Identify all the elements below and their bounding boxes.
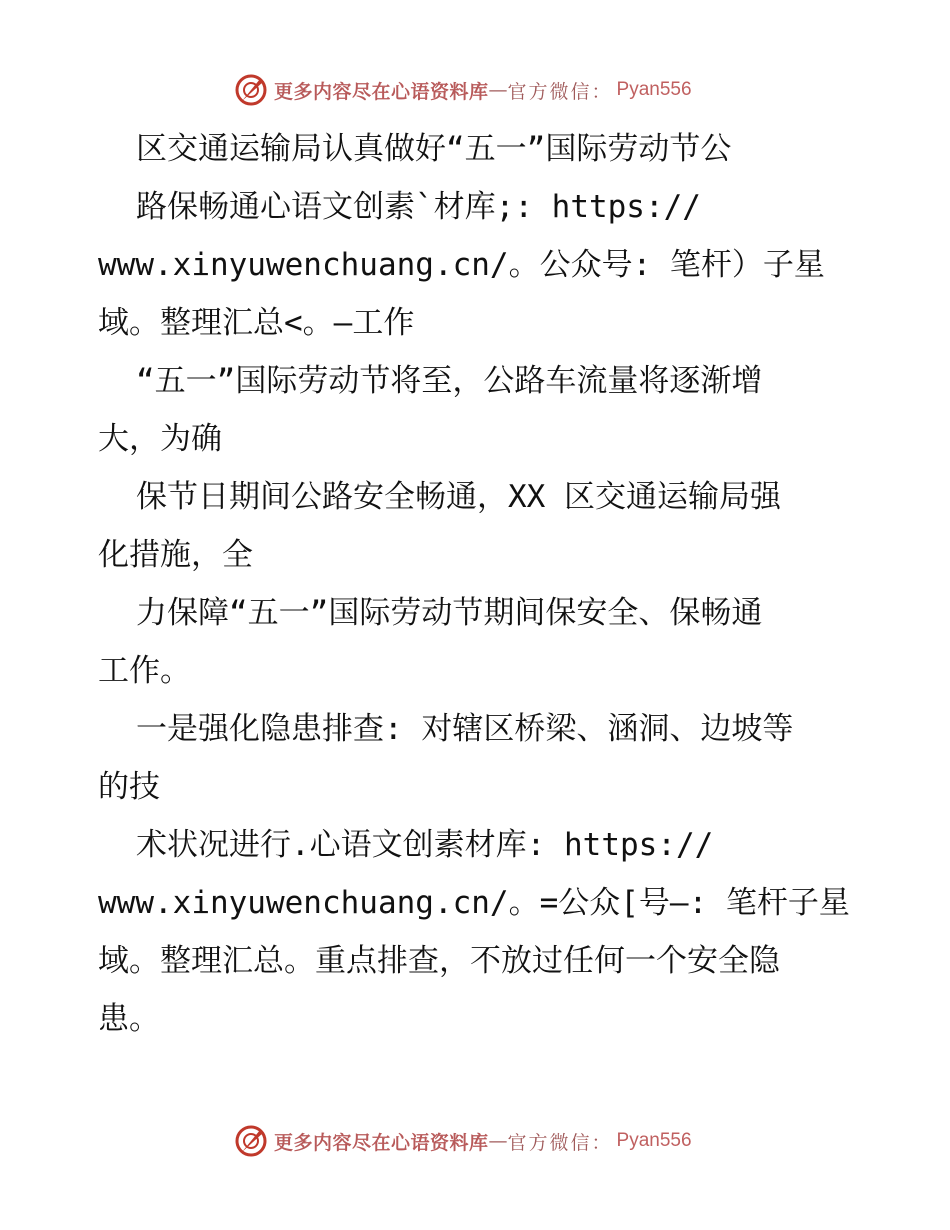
banner-wechat-id: Pyan556 bbox=[616, 1130, 692, 1151]
banner-wechat-label: 官方微信： bbox=[507, 80, 613, 103]
text-line: 大，为确 bbox=[98, 421, 222, 457]
text-line: 的技 bbox=[98, 769, 160, 805]
banner-slogan: 更多内容尽在心语资料库 bbox=[274, 80, 489, 103]
text-line: 域。整理汇总。重点排查，不放过任何一个安全隐 bbox=[98, 943, 780, 979]
banner-separator: — bbox=[488, 79, 508, 101]
quill-logo-icon bbox=[234, 1124, 268, 1158]
header-banner bbox=[234, 72, 692, 108]
quill-logo-icon bbox=[234, 73, 268, 107]
text-line: www.xinyuwenchuang.cn/。公众号: 笔杆）子星 bbox=[98, 247, 825, 283]
banner-slogan: 更多内容尽在心语资料库 bbox=[274, 1131, 489, 1154]
text-line: 路保畅通心语文创素`材库;: https:// bbox=[136, 189, 701, 225]
text-line: 患。 bbox=[98, 1001, 160, 1037]
text-line: 一是强化隐患排查: 对辖区桥梁、涵洞、边坡等 bbox=[136, 711, 794, 747]
document-body bbox=[98, 120, 858, 1048]
banner-wechat-id: Pyan556 bbox=[616, 79, 692, 100]
banner-wechat-label: 官方微信： bbox=[507, 1131, 613, 1154]
text-line: www.xinyuwenchuang.cn/。=公众[号—: 笔杆子星 bbox=[98, 885, 850, 921]
text-line: 工作。 bbox=[98, 653, 191, 689]
footer-banner bbox=[234, 1123, 692, 1159]
text-line: 区交通运输局认真做好“五一”国际劳动节公 bbox=[136, 131, 732, 167]
text-line: 化措施，全 bbox=[98, 537, 253, 573]
text-line: 力保障“五一”国际劳动节期间保安全、保畅通 bbox=[136, 595, 763, 631]
text-line: “五一”国际劳动节将至，公路车流量将逐渐增 bbox=[136, 363, 763, 399]
text-line: 保节日期间公路安全畅通，XX 区交通运输局强 bbox=[136, 479, 781, 515]
banner-separator: — bbox=[488, 1130, 508, 1152]
text-line: 域。整理汇总<。—工作 bbox=[98, 305, 415, 341]
text-line: 术状况进行.心语文创素材库: https:// bbox=[136, 827, 714, 863]
